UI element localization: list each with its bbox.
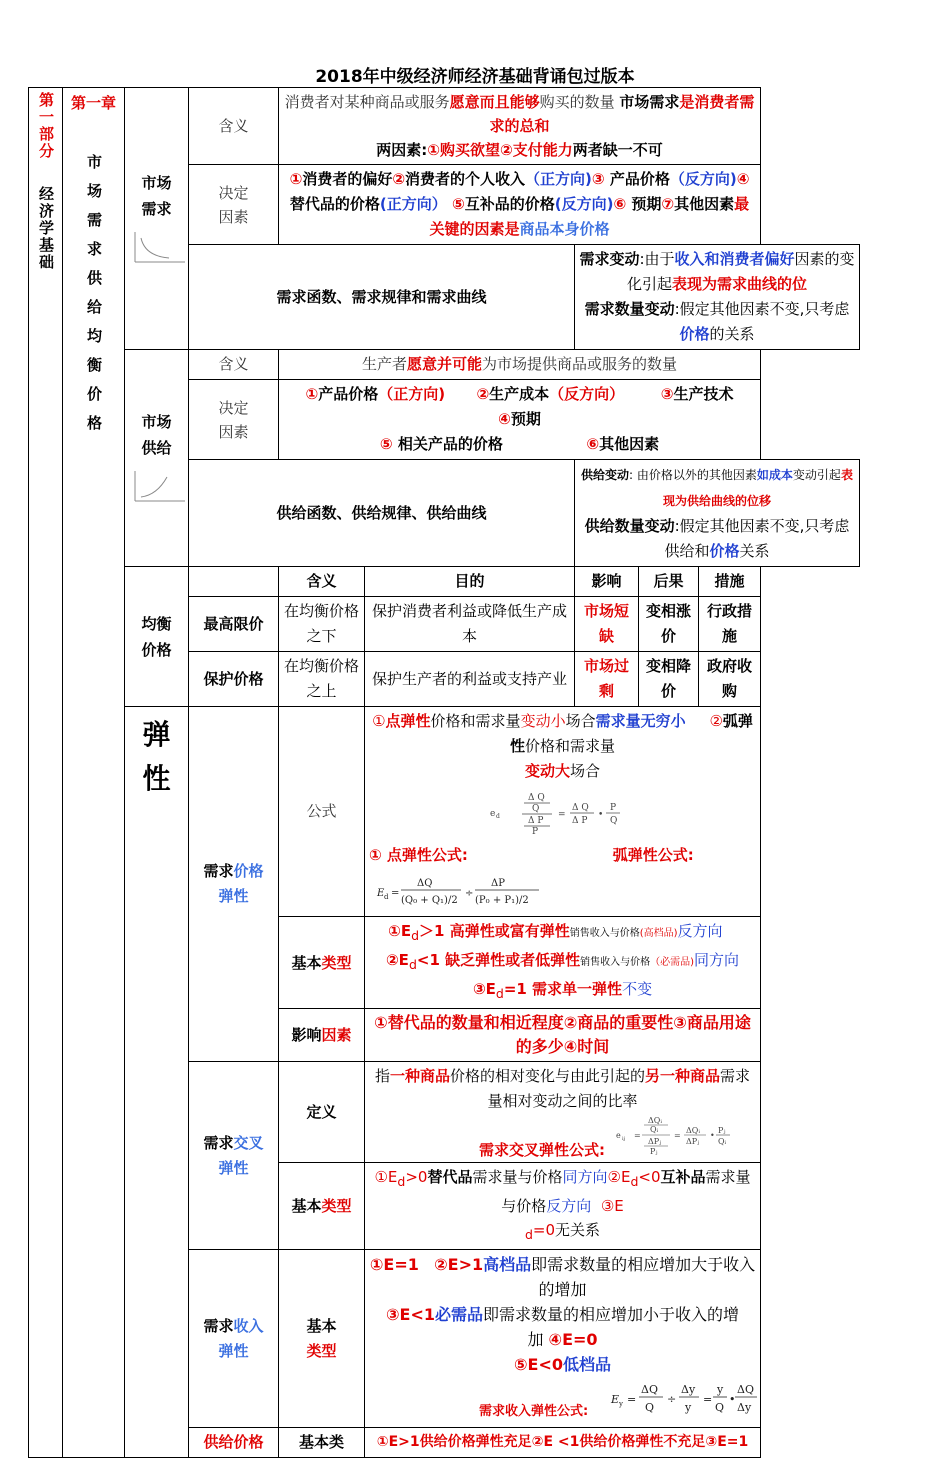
svg-text:ΔQ: ΔQ (737, 1383, 754, 1396)
demand-change-label: 需求变动 (579, 250, 640, 268)
det-6-num: ⑥ (613, 195, 627, 213)
svg-text:E: E (377, 888, 385, 899)
pe-types-b: 类型 (321, 953, 352, 972)
part-label: 第一部分 (37, 92, 55, 160)
income-formula-label: 需求收入弹性公式: (479, 1404, 589, 1419)
pet-2-sub: d (408, 957, 417, 972)
cet-1-e: 同方向 (562, 1168, 608, 1186)
eq-row-name: 最高限价 (189, 597, 279, 652)
equilibrium-label-cell (125, 567, 189, 707)
eq-header-measure: 措施 (699, 567, 761, 597)
pet-3: ③E (472, 980, 496, 998)
svg-text:Q: Q (715, 1401, 725, 1414)
det-4-dir: (正方向） (379, 195, 447, 213)
pet-2-d: （必需品) (650, 957, 695, 968)
arc-2-text: 价格和需求量 (525, 737, 616, 755)
cet-2-sub: d (630, 1174, 639, 1189)
supply-change-pre: : 由价格以外的其他因素 (629, 468, 757, 482)
svg-text:ΔPⱼ: ΔPⱼ (686, 1137, 700, 1146)
spt-3: ③E=1 (705, 1434, 749, 1450)
pet-3-e: 不变 (622, 980, 653, 998)
income-elasticity-label (189, 1250, 279, 1428)
ce-label-c: 弹性 (218, 1158, 249, 1177)
eq-row-result: 变相降价 (639, 652, 699, 707)
sdet-1-dir: （正方向) (378, 385, 446, 403)
pet-1-b: ＞1 高弹性或富有弹性 (419, 922, 570, 940)
det-5-text: 互补品的价格 (464, 195, 555, 213)
arc-2-mid: 场合 (570, 762, 601, 780)
svg-text:Δ Q: Δ Q (527, 793, 545, 803)
sdet-1-text: 产品价格 (318, 385, 379, 403)
iet-2: ②E>1 (434, 1255, 484, 1274)
eq-row-result: 变相涨价 (639, 597, 699, 652)
cross-def-hl1: 一种商品 (389, 1067, 450, 1085)
eq-header-meaning: 含义 (279, 567, 365, 597)
det-2-num: ② (392, 170, 406, 188)
iet-5-b: 低档品 (563, 1355, 612, 1374)
svg-text:e: e (616, 1131, 621, 1140)
iet-1: ①E=1 (369, 1255, 419, 1274)
supply-curve-icon (129, 467, 189, 507)
supply-meaning-post: 为市场提供商品或服务的数量 (482, 355, 678, 373)
svg-text:Pⱼ: Pⱼ (718, 1126, 726, 1135)
det-7-text: 其他因素 (674, 195, 735, 213)
svg-text:Q: Q (645, 1401, 655, 1414)
svg-text:P: P (609, 803, 616, 813)
iet-2-c: 即需求数量的相应增加大于收入的增加 (531, 1255, 756, 1299)
spt-2-b: 供给价格弹性不充足 (579, 1434, 706, 1450)
pt-1-text: 价格和需求量 (430, 712, 521, 730)
svg-text:÷: ÷ (667, 1393, 677, 1406)
pe-label-c: 弹性 (218, 887, 249, 905)
pe-factors-label (279, 1009, 365, 1062)
supply-func-label: 供给函数、供给规律、供给曲线 (189, 460, 575, 567)
sdet-4-num: ④ (498, 410, 511, 428)
svg-text:ΔP: ΔP (491, 878, 505, 889)
ie-label-b: 收入 (233, 1316, 264, 1335)
svg-text:Δy: Δy (737, 1401, 752, 1414)
sdet-5-text: 相关产品的价格 (392, 435, 503, 453)
cet-3-c: 无关系 (555, 1221, 601, 1239)
demand-changes (575, 245, 860, 350)
demand-qty-hl: 价格 (679, 325, 710, 343)
cet-3: ③E (600, 1197, 624, 1215)
svg-text:Δ P: Δ P (571, 816, 587, 826)
arc-2-red: 变动大 (524, 762, 570, 780)
supply-price-elasticity-types (365, 1428, 761, 1458)
ce-label-a: 需求 (203, 1133, 234, 1152)
sdet-4-text: 预期 (510, 410, 541, 428)
eq-row-purpose: 保护生产者的利益或支持产业 (365, 652, 575, 707)
sdet-3-text: 生产技术 (673, 385, 734, 403)
cet-2: ②E (607, 1168, 631, 1186)
demand-qty-post: 的关系 (709, 325, 755, 343)
iet-4: ④E=0 (548, 1330, 598, 1349)
svg-text:y: y (619, 1400, 623, 1408)
det-3-dir: （反方向) (669, 170, 737, 188)
arc-elasticity-formula-image (375, 870, 545, 914)
iet-5: ⑤E<0 (513, 1355, 563, 1374)
eq-row-name: 保护价格 (189, 652, 279, 707)
det-2-text: 消费者的个人收入 (405, 170, 526, 188)
eq-row-effect: 市场过剩 (575, 652, 639, 707)
supply-meaning-pre: 生产者 (361, 355, 407, 373)
svg-text:Qᵢ: Qᵢ (650, 1125, 659, 1134)
arc-formula-label: 弧弹性公式: (612, 846, 694, 864)
part-cell (29, 88, 63, 1458)
supply-label-cell (125, 350, 189, 567)
svg-text:=: = (557, 810, 566, 820)
eq-row-purpose: 保护消费者利益或降低生产成本 (365, 597, 575, 652)
iet-3: ③E<1 (385, 1305, 435, 1324)
pe-factors-a: 影响 (291, 1025, 322, 1044)
svg-text:E: E (611, 1393, 620, 1406)
ie-types-b: 类型 (306, 1341, 337, 1360)
elasticity-label-cell (125, 707, 189, 1458)
eq-row-meaning: 在均衡价格之下 (279, 597, 365, 652)
income-elasticity-types (365, 1250, 761, 1428)
demand-func-label: 需求函数、需求规律和需求曲线 (189, 245, 575, 350)
elasticity-label: 弹性 (142, 718, 171, 795)
eq-row-effect: 市场短缺 (575, 597, 639, 652)
arc-2-bold: 弧弹性 (509, 712, 753, 755)
formula-label: 公式 (279, 707, 365, 917)
sdet-2-dir: （反方向） (549, 385, 625, 403)
cross-formula-label: 需求交叉弹性公式: (479, 1141, 605, 1159)
sdet-2-text: 生产成本 (489, 385, 550, 403)
spt-1-b: 供给价格弹性充足 (419, 1434, 532, 1450)
svg-text:ΔQᵢ: ΔQᵢ (648, 1116, 662, 1125)
svg-text:Qᵢ: Qᵢ (718, 1137, 727, 1146)
cross-elasticity-formula-image (614, 1114, 734, 1158)
spe-types-label: 基本类 (279, 1428, 365, 1458)
det-5-dir: (反方向) (554, 195, 614, 213)
svg-text:•: • (729, 1393, 736, 1406)
factor-2: ②支付能力 (500, 141, 573, 159)
pt-1-blue: 需求量无穷小 (595, 712, 686, 730)
svg-text:Δ Q: Δ Q (571, 803, 589, 813)
ie-label-c: 弹性 (218, 1341, 249, 1360)
det-key: 最关键的因素是 (429, 195, 750, 238)
factor-tail: 两者缺一不可 (572, 141, 663, 159)
iet-3-b: 必需品 (435, 1305, 484, 1324)
supply-change-mid: 变动引起 (792, 468, 841, 482)
cet-2-e: 反方向 (546, 1197, 592, 1215)
pet-2-c: 销售收入与价格 (580, 957, 651, 968)
demand-qty-pre: :假定其他因素不变,只考虑 (674, 300, 850, 318)
pe-label-b: 价格 (233, 862, 264, 880)
svg-text:ΔQᵢ: ΔQᵢ (686, 1126, 700, 1135)
document-title: 2018年中级经济师经济基础背诵包过版本 (315, 67, 635, 87)
supply-meaning-hl: 愿意并可能 (407, 355, 483, 373)
svg-text:P: P (531, 827, 538, 837)
supply-det-label (189, 380, 279, 460)
svg-text:ΔQ: ΔQ (417, 878, 433, 889)
cet-1: ①E (374, 1168, 398, 1186)
eq-row-measure: 政府收购 (699, 652, 761, 707)
demand-change-pre: :由于 (639, 250, 675, 268)
cross-definition (365, 1062, 761, 1163)
svg-text:=: = (634, 1131, 641, 1140)
pet-2-b: <1 缺乏弹性或者低弹性 (416, 951, 581, 969)
cet-1-c: 替代品 (427, 1168, 473, 1186)
cross-def-post: 需求量相对变动之间的比率 (487, 1067, 751, 1110)
iet-2-b: 高档品 (483, 1255, 532, 1274)
pt-1-mid: 场合 (565, 712, 596, 730)
demand-meaning-pre: 消费者对某种商品或服务 (284, 93, 450, 111)
cross-def-pre: 指 (374, 1067, 390, 1085)
pet-1: ①E (388, 922, 412, 940)
supply-meaning (279, 350, 761, 380)
sdet-1-num: ① (305, 385, 319, 403)
supply-change-label: 供给变动 (581, 468, 630, 482)
supply-changes (575, 460, 860, 567)
svg-text:(P₀ + P₁)/2: (P₀ + P₁)/2 (475, 895, 529, 906)
pe-types-label (279, 917, 365, 1009)
sdet-6-text: 其他因素 (599, 435, 660, 453)
svg-text:Δ P: Δ P (527, 816, 543, 826)
eq-header-effect: 影响 (575, 567, 639, 597)
cet-1-sub: d (397, 1174, 406, 1189)
cross-def-mid: 价格的相对变化与由此引起的 (450, 1067, 646, 1085)
cross-elasticity-types (365, 1163, 761, 1250)
svg-text:Pⱼ: Pⱼ (650, 1147, 658, 1156)
det-7-num: ⑦ (661, 195, 675, 213)
pe-label-a: 需求 (203, 862, 234, 880)
svg-text:e: e (489, 809, 495, 819)
income-elasticity-formula-image (609, 1377, 759, 1423)
svg-text:=: = (703, 1393, 713, 1406)
spt-1: ①E>1 (376, 1434, 420, 1450)
pet-3-sub: d (495, 986, 504, 1001)
two-factors-label: 两因素: (376, 141, 428, 159)
cet-2-c: 互补品 (660, 1168, 706, 1186)
svg-text:ij: ij (622, 1136, 626, 1142)
ce-types-label (279, 1163, 365, 1250)
det-1-num: ① (289, 170, 303, 188)
cet-1-b: >0 (405, 1168, 428, 1186)
pet-1-d: (高档品) (639, 928, 678, 939)
svg-text:•: • (710, 1131, 715, 1140)
pet-2: ②E (385, 951, 409, 969)
svg-text:ΔQ: ΔQ (641, 1383, 658, 1396)
ie-label-a: 需求 (203, 1316, 234, 1335)
supply-qty-hl: 价格 (709, 542, 740, 560)
det-5-num: ⑤ (446, 195, 465, 213)
svg-text:Δy: Δy (681, 1383, 696, 1396)
det-4-num: ④ (736, 170, 750, 188)
spt-2: ②E <1 (531, 1434, 580, 1450)
price-elasticity-formula-cell (365, 707, 761, 917)
knowledge-table (28, 87, 860, 1458)
demand-label-cell (125, 88, 189, 350)
supply-qty-label: 供给数量变动 (584, 517, 675, 535)
eq-header-result: 后果 (639, 567, 699, 597)
pet-1-sub: d (411, 928, 420, 943)
supply-qty-post: 关系 (739, 542, 770, 560)
eq-row-meaning: 在均衡价格之上 (279, 652, 365, 707)
equilibrium-label: 均衡价格 (141, 614, 172, 659)
sdet-3-num: ③ (660, 385, 674, 403)
svg-text:=: = (391, 888, 400, 899)
demand-change-hl: 收入和消费者偏好 (674, 250, 795, 268)
svg-text:y: y (685, 1401, 692, 1414)
demand-meaning-post: 购买的数量 (539, 93, 620, 111)
cross-elasticity-label (189, 1062, 279, 1250)
svg-text:d: d (384, 893, 389, 901)
pt-1-red: 变动小 (520, 712, 566, 730)
svg-text:Q: Q (609, 816, 617, 826)
det-4-text: 替代品的价格 (289, 195, 380, 213)
cet-3-b: =0 (532, 1221, 556, 1239)
det-3-text: 产品价格 (604, 170, 670, 188)
demand-qty-label: 需求数量变动 (584, 300, 675, 318)
demand-meaning-b1: 市场需求 (619, 93, 680, 111)
demand-curve-icon (129, 228, 189, 268)
ce-label-b: 交叉 (233, 1133, 264, 1152)
eq-row-measure: 行政措施 (699, 597, 761, 652)
svg-text:ΔPⱼ: ΔPⱼ (648, 1137, 662, 1146)
cet-3-sub: d (524, 1227, 533, 1242)
cet-1-d: 需求量与价格 (472, 1168, 563, 1186)
ie-types-a: 基本 (306, 1316, 337, 1335)
eq-header-purpose: 目的 (365, 567, 575, 597)
pt-1-num: ① (372, 712, 386, 730)
pet-2-e: 同方向 (694, 951, 740, 969)
det-3-num: ③ (591, 170, 605, 188)
pet-3-b: =1 需求单一弹性 (503, 980, 623, 998)
demand-meaning-hl: 愿意而且能够 (449, 93, 540, 111)
svg-text:=: = (627, 1393, 637, 1406)
supply-determinants (279, 380, 761, 460)
point-formula-label: ① 点弹性公式: (369, 846, 468, 864)
ce-types-b: 类型 (321, 1197, 352, 1215)
sdet-5-num: ⑤ (379, 435, 393, 453)
supply-change-red: 表现为供给曲线的位移 (662, 468, 853, 508)
demand-meaning (279, 88, 761, 165)
demand-label: 市场需求 (141, 173, 172, 218)
cet-2-d: 需求量与价格 (501, 1168, 751, 1215)
point-elasticity-formula-image (488, 790, 638, 838)
cross-def-hl2: 另一种商品 (645, 1067, 721, 1085)
iet-3-c: 即需求数量的相应增加小于收入的增加 (483, 1305, 740, 1349)
factor-1: ①购买欲望 (427, 141, 500, 159)
cross-def-label: 定义 (279, 1062, 365, 1163)
arc-2-num: ② (709, 712, 723, 730)
supply-det-label-text: 决定因素 (218, 398, 249, 441)
pe-factors-b: 因素 (321, 1025, 352, 1044)
svg-text:d: d (495, 813, 500, 820)
svg-text:•: • (597, 810, 603, 820)
pe-types-a: 基本 (291, 953, 322, 972)
supply-change-hl: 如成本 (756, 468, 793, 482)
det-1-text: 消费者的偏好 (302, 170, 393, 188)
sdet-6-num: ⑥ (586, 435, 600, 453)
pet-1-c: 销售收入与价格 (569, 928, 640, 939)
cet-2-b: <0 (638, 1168, 661, 1186)
supply-price-elasticity-label: 供给价格 (189, 1428, 279, 1458)
det-2-dir: （正方向) (525, 170, 592, 188)
chapter-cell (63, 88, 125, 1458)
demand-determinants (279, 165, 761, 245)
eq-header-empty (189, 567, 279, 597)
price-elasticity-label (189, 707, 279, 1062)
ie-types-label (279, 1250, 365, 1428)
supply-meaning-label: 含义 (189, 350, 279, 380)
det-6-text: 预期 (626, 195, 662, 213)
det-key-2: 商品本身价格 (519, 220, 610, 238)
supply-qty-pre: :假定其他因素不变,只考虑供给和 (664, 517, 850, 560)
svg-text:=: = (674, 1131, 681, 1140)
chapter-name: 市场需求供给均衡价格 (85, 154, 103, 444)
pt-1-bold: 点弹性 (385, 712, 431, 730)
part-name: 经济学基础 (37, 186, 55, 271)
svg-text:y: y (717, 1383, 724, 1396)
demand-det-label-text: 决定因素 (218, 183, 249, 226)
demand-meaning-b2: 是消费者需求的总和 (489, 93, 755, 135)
svg-text:(Q₀ + Q₁)/2: (Q₀ + Q₁)/2 (401, 895, 458, 906)
supply-label: 市场供给 (141, 413, 172, 457)
demand-det-label (189, 165, 279, 245)
demand-change-red: 表现为需求曲线的位 (672, 275, 808, 293)
chapter-label: 第一章 (70, 94, 116, 112)
demand-meaning-label: 含义 (189, 88, 279, 165)
pet-1-e: 反方向 (677, 922, 723, 940)
svg-text:÷: ÷ (465, 888, 474, 899)
price-elasticity-types (365, 917, 761, 1009)
sdet-2-num: ② (476, 385, 490, 403)
demand-change-mid: 因素的变化引起 (626, 250, 855, 293)
svg-text:Q: Q (531, 804, 539, 814)
price-elasticity-factors: ①替代品的数量和相近程度②商品的重要性③商品用途的多少④时间 (365, 1009, 761, 1062)
ce-types-a: 基本 (291, 1197, 322, 1215)
